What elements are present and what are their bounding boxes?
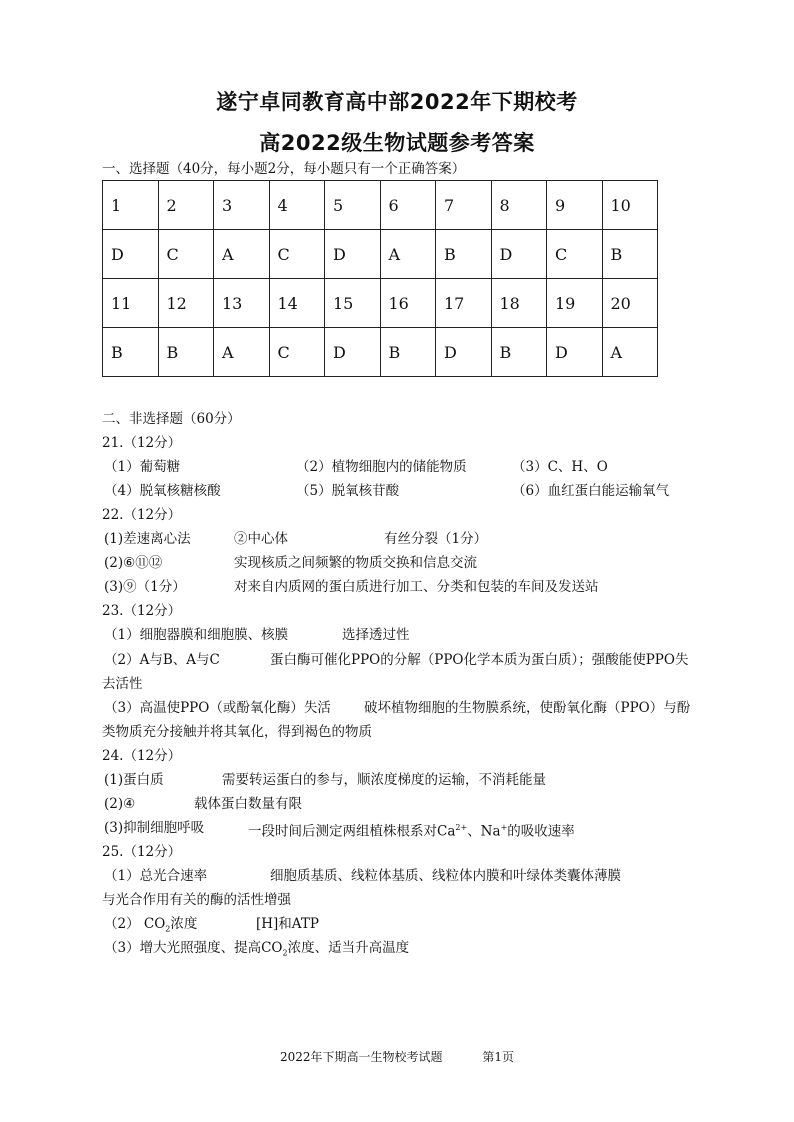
q21-title: 21.（12分） (102, 435, 182, 451)
answer-cell: D (436, 328, 492, 377)
question-number-row (103, 279, 658, 328)
answer-cell: B (491, 328, 547, 377)
question-number-cell: 13 (214, 279, 270, 328)
answer-table (102, 180, 658, 377)
answer-cell: A (214, 230, 270, 279)
q25-line3-text-post: 浓度、适当升高温度 (287, 940, 410, 956)
sodium-ion-charge: + (500, 823, 508, 832)
question-number-cell: 4 (269, 181, 325, 230)
question-number-cell: 11 (103, 279, 159, 328)
answer-cell: D (547, 328, 603, 377)
question-number-cell: 18 (491, 279, 547, 328)
q25-line1-a: （1）总光合速率 (104, 868, 208, 884)
q22-line1-c: 有丝分裂（1分） (384, 531, 488, 547)
question-number-cell: 5 (325, 181, 381, 230)
q23-line2-b: 蛋白酶可催化PPO的分解（PPO化学本质为蛋白质）；强酸能使PPO失 (270, 652, 689, 668)
answer-cell: C (547, 230, 603, 279)
section2-heading: 二、非选择题（60分） (102, 411, 241, 427)
question-number-cell: 16 (380, 279, 436, 328)
q22-line1-b: ②中心体 (234, 531, 288, 547)
question-number-cell: 15 (325, 279, 381, 328)
answer-cell: D (491, 230, 547, 279)
answer-cell: B (380, 328, 436, 377)
q23-line3-b: 破坏植物细胞的生物膜系统，使酚氧化酶（PPO）与酚 (364, 700, 691, 716)
q24-line3-text-mid: 、Na (467, 823, 501, 840)
q21-answer-4: （4）脱氧核糖核酸 (104, 483, 221, 499)
question-number-cell: 10 (602, 181, 658, 230)
q22-line2-b: 实现核质之间频繁的物质交换和信息交流 (234, 555, 477, 571)
calcium-ion-charge: 2+ (455, 823, 468, 832)
q25-title: 25.（12分） (102, 844, 182, 860)
q21-answer-2: （2）植物细胞内的储能物质 (296, 459, 467, 475)
co2-subscript: 2 (165, 924, 171, 934)
q22-line3-a: (3)⑨（1分） (104, 579, 186, 595)
q23-line1-a: （1）细胞器膜和细胞膜、核膜 (104, 627, 289, 643)
q25-line2-b: [H]和ATP (256, 916, 319, 932)
q23-line2-a: （2）A与B、A与C (104, 652, 220, 668)
q23-title: 23.（12分） (102, 603, 182, 619)
answer-cell: C (158, 230, 214, 279)
question-number-row (103, 181, 658, 230)
question-number-cell: 8 (491, 181, 547, 230)
answer-cell: C (269, 328, 325, 377)
q23-line1-b: 选择透过性 (342, 627, 410, 643)
q24-line2-a: (2)④ (104, 796, 136, 812)
q21-answer-6: （6）血红蛋白能运输氧气 (512, 483, 670, 499)
question-number-cell: 20 (602, 279, 658, 328)
q21-answer-1: （1）葡萄糖 (104, 459, 181, 475)
question-number-cell: 12 (158, 279, 214, 328)
q24-line3-a: (3)抑制细胞呼吸 (104, 820, 205, 836)
answer-cell: B (436, 230, 492, 279)
q25-line2-text-post: 浓度 (170, 916, 198, 932)
q22-line2-a: (2)⑥⑪⑫ (104, 555, 163, 571)
footer-exam-name: 2022年下期高一生物校考试题 (279, 1050, 443, 1064)
answer-cell: A (214, 328, 270, 377)
q23-line3-c: 类物质充分接触并将其氧化，得到褐色的物质 (102, 724, 372, 740)
answer-cell: B (158, 328, 214, 377)
answer-row (103, 328, 658, 377)
q25-line2-text-pre: （2） CO (104, 916, 166, 932)
answer-cell: B (103, 328, 159, 377)
answer-cell: D (325, 230, 381, 279)
q25-line1-c: 与光合作用有关的酶的活性增强 (102, 892, 291, 908)
q25-line2-a (104, 915, 197, 939)
q24-line2-b: 载体蛋白数量有限 (194, 796, 302, 812)
answer-row (103, 230, 658, 279)
q25-line1-b: 细胞质基质、线粒体基质、线粒体内膜和叶绿体类囊体薄膜 (270, 868, 621, 884)
page-title-line1: 遂宁卓同教育高中部2022年下期校考 (216, 90, 578, 114)
answer-cell: C (269, 230, 325, 279)
q24-line3-text-pre: 一段时间后测定两组植株根系对Ca (248, 823, 456, 840)
q24-line1-a: (1)蛋白质 (104, 772, 164, 788)
footer-page-number: 第1页 (482, 1050, 514, 1064)
q25-line3-text-pre: （3）增大光照强度、提高CO (104, 940, 283, 956)
q22-line1-a: (1)差速离心法 (104, 531, 191, 547)
question-number-cell: 9 (547, 181, 603, 230)
answer-cell: A (380, 230, 436, 279)
answer-cell: B (602, 230, 658, 279)
question-number-cell: 1 (103, 181, 159, 230)
q25-line3 (104, 939, 409, 963)
q24-title: 24.（12分） (102, 748, 182, 764)
question-number-cell: 6 (380, 181, 436, 230)
question-number-cell: 17 (436, 279, 492, 328)
page-title-line2: 高2022级生物试题参考答案 (259, 131, 535, 155)
question-number-cell: 7 (436, 181, 492, 230)
question-number-cell: 14 (269, 279, 325, 328)
question-number-cell: 3 (214, 181, 270, 230)
q22-title: 22.（12分） (102, 507, 182, 523)
section1-heading: 一、选择题（40分，每小题2分，每小题只有一个正确答案） (102, 161, 466, 177)
answer-cell: D (103, 230, 159, 279)
page-footer (0, 1048, 794, 1065)
q24-line1-b: 需要转运蛋白的参与，顺浓度梯度的运输，不消耗能量 (222, 772, 546, 788)
co2-subscript: 2 (282, 948, 288, 958)
q21-answer-3: （3）C、H、O (512, 459, 608, 475)
q23-line2-c: 去活性 (102, 676, 143, 692)
q24-line3-text-post: 的吸收速率 (507, 823, 575, 840)
q24-line3-b (248, 819, 575, 841)
question-number-cell: 19 (547, 279, 603, 328)
q23-line3-a: （3）高温使PPO（或酚氧化酶）失活 (104, 700, 331, 716)
q21-answer-5: （5）脱氧核苷酸 (296, 483, 400, 499)
q22-line3-b: 对来自内质网的蛋白质进行加工、分类和包装的车间及发送站 (234, 579, 599, 595)
question-number-cell: 2 (158, 181, 214, 230)
answer-cell: D (325, 328, 381, 377)
answer-cell: A (602, 328, 658, 377)
